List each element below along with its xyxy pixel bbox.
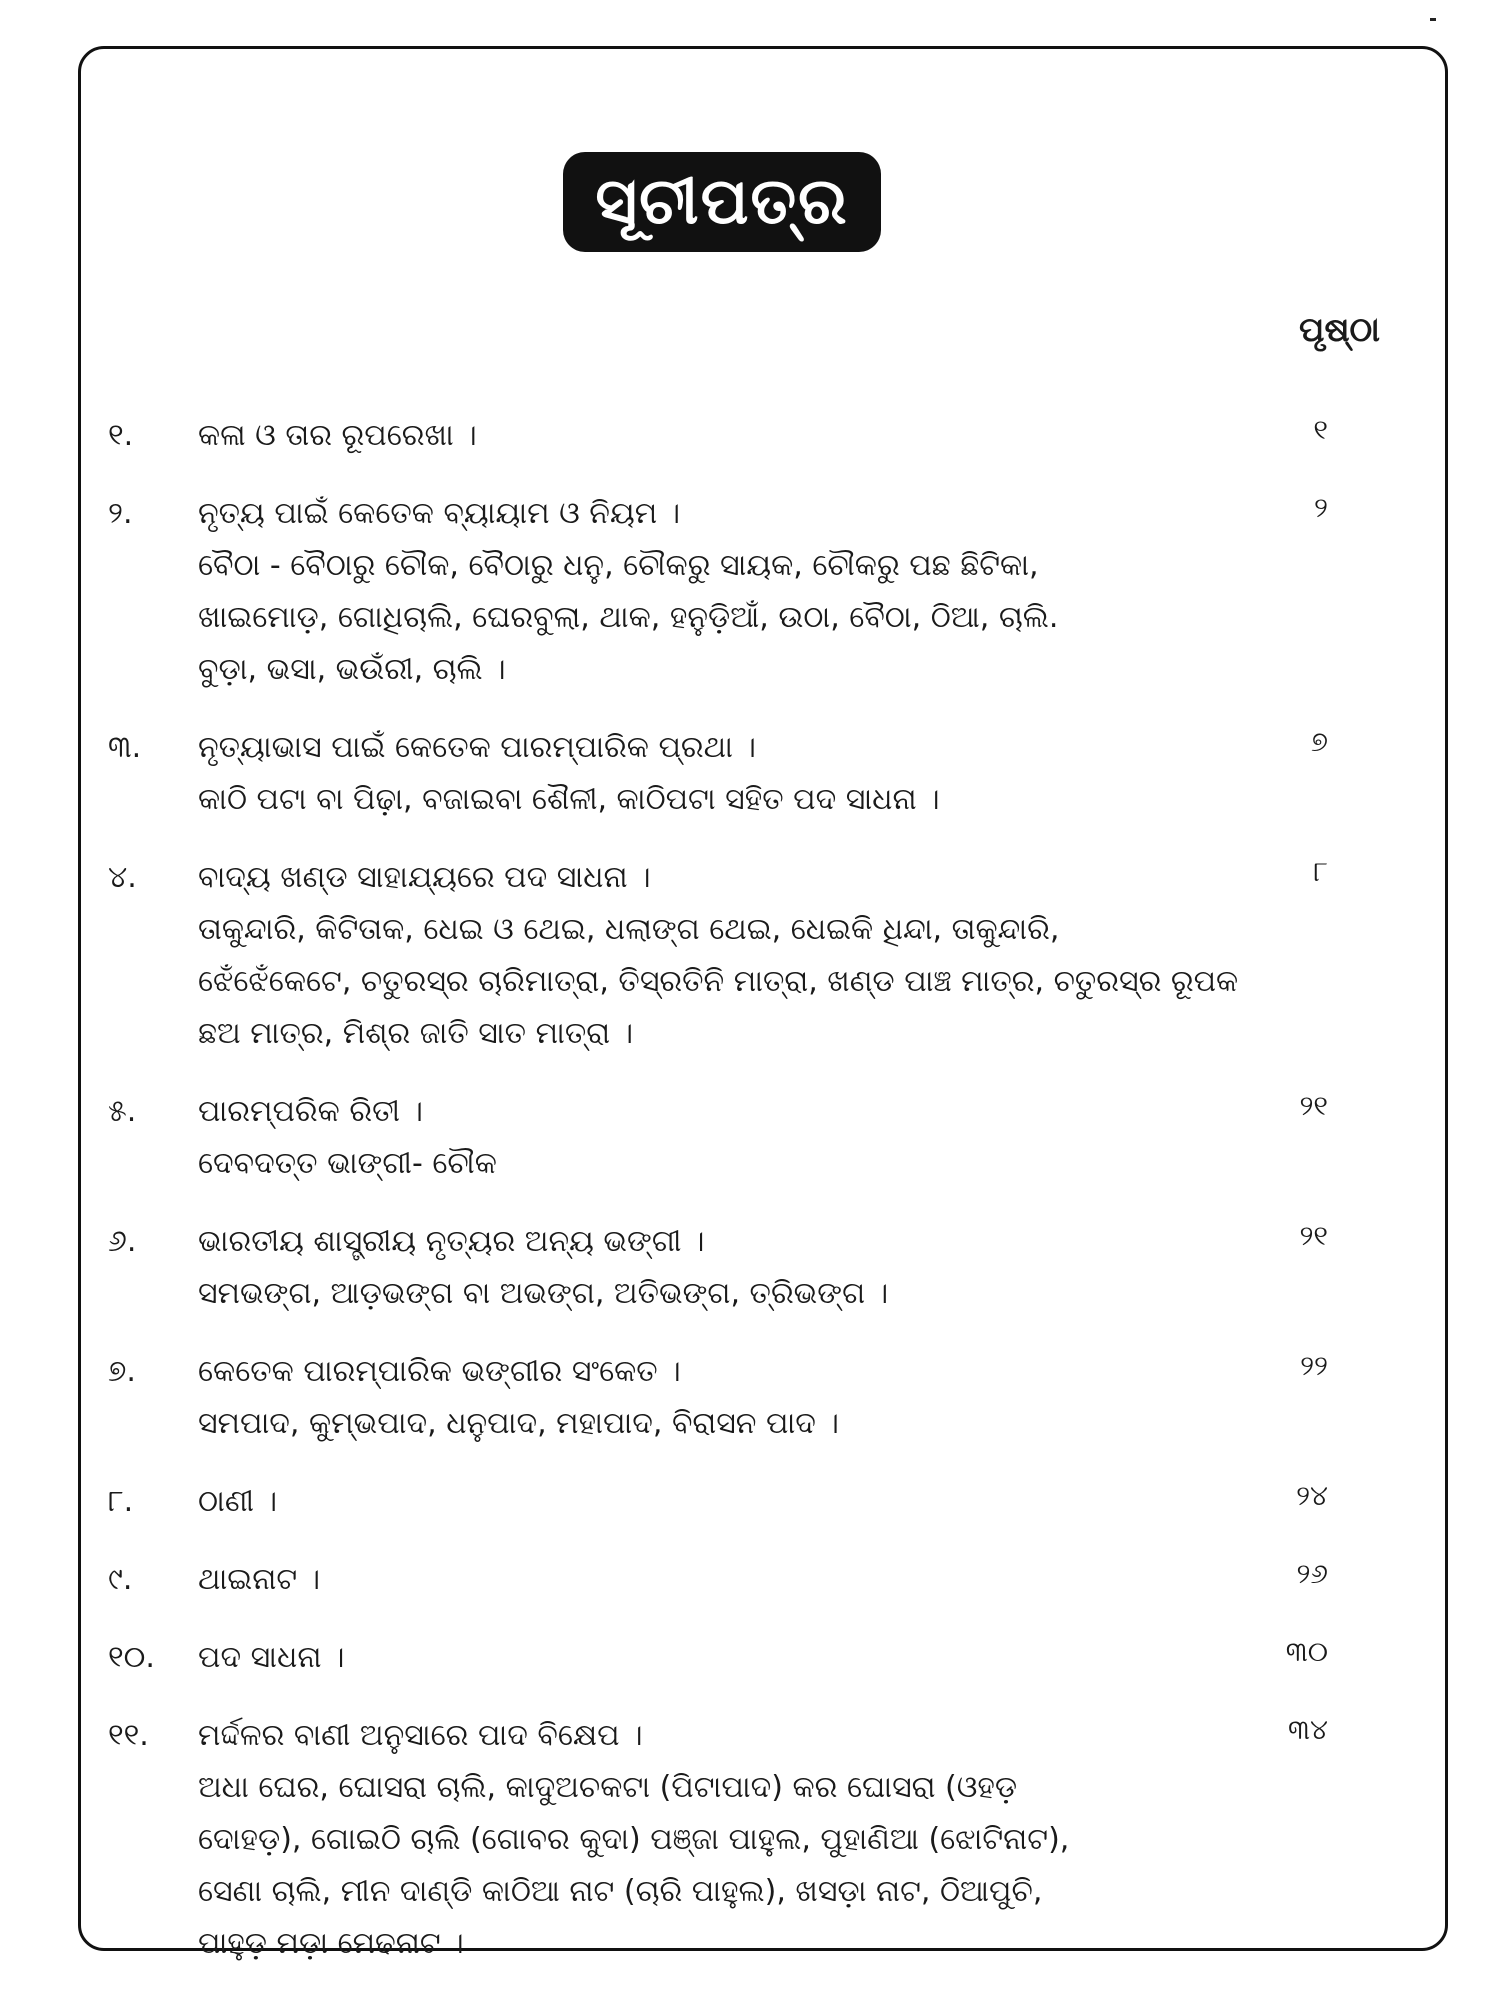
toc-entry <box>108 852 1348 1060</box>
toc-entry-number: ୧୦. <box>108 1640 155 1675</box>
toc-entry-page-number: ୮ <box>1313 855 1328 888</box>
toc-entry-title: ଥାଇନାଟ । <box>198 1562 321 1597</box>
toc-entry-subtopics: ଦେବଦତ୍ତ ଭାଙ୍ଗୀ- ଚୌକ <box>198 1146 497 1181</box>
table-of-contents <box>108 410 1348 1996</box>
toc-entry-page-number: ୨୨ <box>1300 1349 1328 1382</box>
toc-entry-subtopics: ଅଧା ଘେର, ଘୋସରା ଚାଲି, କାଦୁଅଚକଟା (ପିଟାପାଦ) କର ଘୋସରା (ଓହଡ଼ <box>198 1770 1018 1805</box>
toc-entry-title: ଠାଣୀ । <box>198 1484 278 1519</box>
toc-entry-subtopics: ଝେଁଝେଁକେଟେ, ଚତୁରସ୍ର ଚାରିମାତ୍ରା, ତିସ୍ରତିନି ମାତ୍ରା, ଖଣ୍ଡ ପାଞ୍ଚ ମାତ୍ର, ଚତୁରସ୍ର ରୂପକ <box>198 964 1239 999</box>
toc-entry <box>108 1086 1348 1190</box>
page-column-header: ପୃଷ୍ଠା <box>1299 310 1380 350</box>
toc-entry-number: ୪. <box>108 860 137 895</box>
toc-entry-subtopics: ସେଣା ଚାଲି, ମୀନ ଦାଣ୍ଡି କାଠିଆ ନାଟ (ଚାରି ପାହୁଲ), ଖସଡ଼ା ନାଟ, ଠିଆପୁଚି, <box>198 1874 1043 1909</box>
toc-entry-page-number: ୨୧ <box>1299 1219 1328 1252</box>
toc-entry-number: ୩. <box>108 730 142 765</box>
toc-entry-subtopics: ସମଭଙ୍ଗ, ଆଡ଼ଭଙ୍ଗ ବା ଅଭଙ୍ଗ, ଅତିଭଙ୍ଗ, ତ୍ରିଭଙ୍ଗ । <box>198 1276 889 1311</box>
toc-entry-title: ବାଦ୍ୟ ଖଣ୍ଡ ସାହାଯ୍ୟରେ ପଦ ସାଧନା । <box>198 860 651 895</box>
toc-entry-subtopics: ସମପାଦ, କୁମ୍ଭପାଦ, ଧନୁପାଦ, ମହାପାଦ, ବିରାସନ ପାଦ । <box>198 1406 839 1441</box>
toc-entry <box>108 1476 1348 1528</box>
toc-entry-page-number: ୨୪ <box>1296 1479 1328 1512</box>
toc-entry <box>108 1554 1348 1606</box>
toc-entry-subtopics: ପାହୁଡ଼ ମଡ଼ା ମେଢନାଟ । <box>198 1926 464 1961</box>
toc-entry-subtopics: ବୈଠା - ବୈଠାରୁ ଚୌକ, ବୈଠାରୁ ଧନୁ, ଚୌକରୁ ସାୟକ, ଚୌକରୁ ପଛ ଛିଟିକା, <box>198 548 1039 583</box>
toc-entry-number: ୫. <box>108 1094 137 1129</box>
toc-entry-title: ନୃତ୍ୟାଭାସ ପାଇଁ କେତେକ ପାରମ୍ପାରିକ ପ୍ରଥା । <box>198 730 756 765</box>
toc-entry <box>108 1632 1348 1684</box>
toc-entry-subtopics: ଖାଇମୋଡ଼, ଗୋଧିଚାଲି, ଘେରବୁଲା, ଥାକ, ହନୁଡ଼ିଆଁ, ଉଠା, ବୈଠା, ଠିଆ, ଚାଲି. <box>198 600 1059 635</box>
toc-entry-page-number: ୨ <box>1314 491 1328 524</box>
toc-entry-title: ପଦ ସାଧନା । <box>198 1640 345 1675</box>
toc-entry-number: ୬. <box>108 1224 137 1259</box>
toc-entry <box>108 1710 1348 1970</box>
toc-entry <box>108 1346 1348 1450</box>
toc-entry-title: କଳା ଓ ତାର ରୂପରେଖା । <box>198 418 477 453</box>
corner-mark <box>1430 18 1436 21</box>
toc-entry-number: ୮. <box>108 1484 134 1519</box>
toc-entry-page-number: ୩୦ <box>1285 1635 1328 1668</box>
toc-entry-subtopics: ଛଅ ମାତ୍ର, ମିଶ୍ର ଜାତି ସାତ ମାତ୍ରା । <box>198 1016 634 1051</box>
toc-entry <box>108 1216 1348 1320</box>
page-title: ସୂଚୀପତ୍ର <box>563 152 881 252</box>
toc-entry-page-number: ୨୧ <box>1299 1089 1328 1122</box>
toc-entry-number: ୧୧. <box>108 1718 149 1753</box>
toc-entry-number: ୭. <box>108 1354 136 1389</box>
toc-entry <box>108 410 1348 462</box>
toc-entry-subtopics: ବୁଡ଼ା, ଭସା, ଭଉଁରୀ, ଚାଲି । <box>198 652 506 687</box>
toc-entry <box>108 488 1348 696</box>
toc-entry-page-number: ୨୬ <box>1296 1557 1328 1590</box>
toc-entry-title: କେତେକ ପାରମ୍ପାରିକ ଭଙ୍ଗୀର ସଂକେତ । <box>198 1354 681 1389</box>
toc-entry-subtopics: ତାକୁନ୍ଦାରି, କିଟିତାକ, ଧେଇ ଓ ଥେଇ, ଧଲାଙ୍ଗ ଥେଇ, ଧେଇକି ଧିନ୍ଦା, ତାକୁନ୍ଦାରି, <box>198 912 1060 947</box>
toc-entry-title: ଭାରତୀୟ ଶାସ୍ତ୍ରୀୟ ନୃତ୍ୟର ଅନ୍ୟ ଭଙ୍ଗୀ । <box>198 1224 705 1259</box>
toc-entry <box>108 722 1348 826</box>
toc-entry-title: ମର୍ଦ୍ଦଳର ବାଣୀ ଅନୁସାରେ ପାଦ ବିକ୍ଷେପ । <box>198 1718 643 1753</box>
toc-entry-title: ପାରମ୍ପରିକ ରିତୀ । <box>198 1094 424 1129</box>
toc-entry-subtopics: କାଠି ପଟା ବା ପିଢ଼ା, ବଜାଇବା ଶୈଳୀ, କାଠିପଟା ସହିତ ପଦ ସାଧନା । <box>198 782 940 817</box>
toc-entry-number: ୨. <box>108 496 133 531</box>
toc-entry-number: ୯. <box>108 1562 133 1597</box>
toc-entry-title: ନୃତ୍ୟ ପାଇଁ କେତେକ ବ୍ୟାୟାମ ଓ ନିୟମ । <box>198 496 681 531</box>
toc-entry-page-number: ୩୪ <box>1288 1713 1328 1746</box>
toc-entry-page-number: ୭ <box>1310 725 1328 758</box>
toc-entry-page-number: ୧ <box>1313 413 1328 446</box>
toc-entry-number: ୧. <box>108 418 134 453</box>
toc-entry-subtopics: ଦୋହଡ଼), ଗୋଇଠି ଚାଲି (ଗୋବର କୁଦା) ପଞ୍ଜା ପାହୁଲ, ପୁହାଣିଆ (ଝୋଟିନାଟ), <box>198 1822 1070 1857</box>
